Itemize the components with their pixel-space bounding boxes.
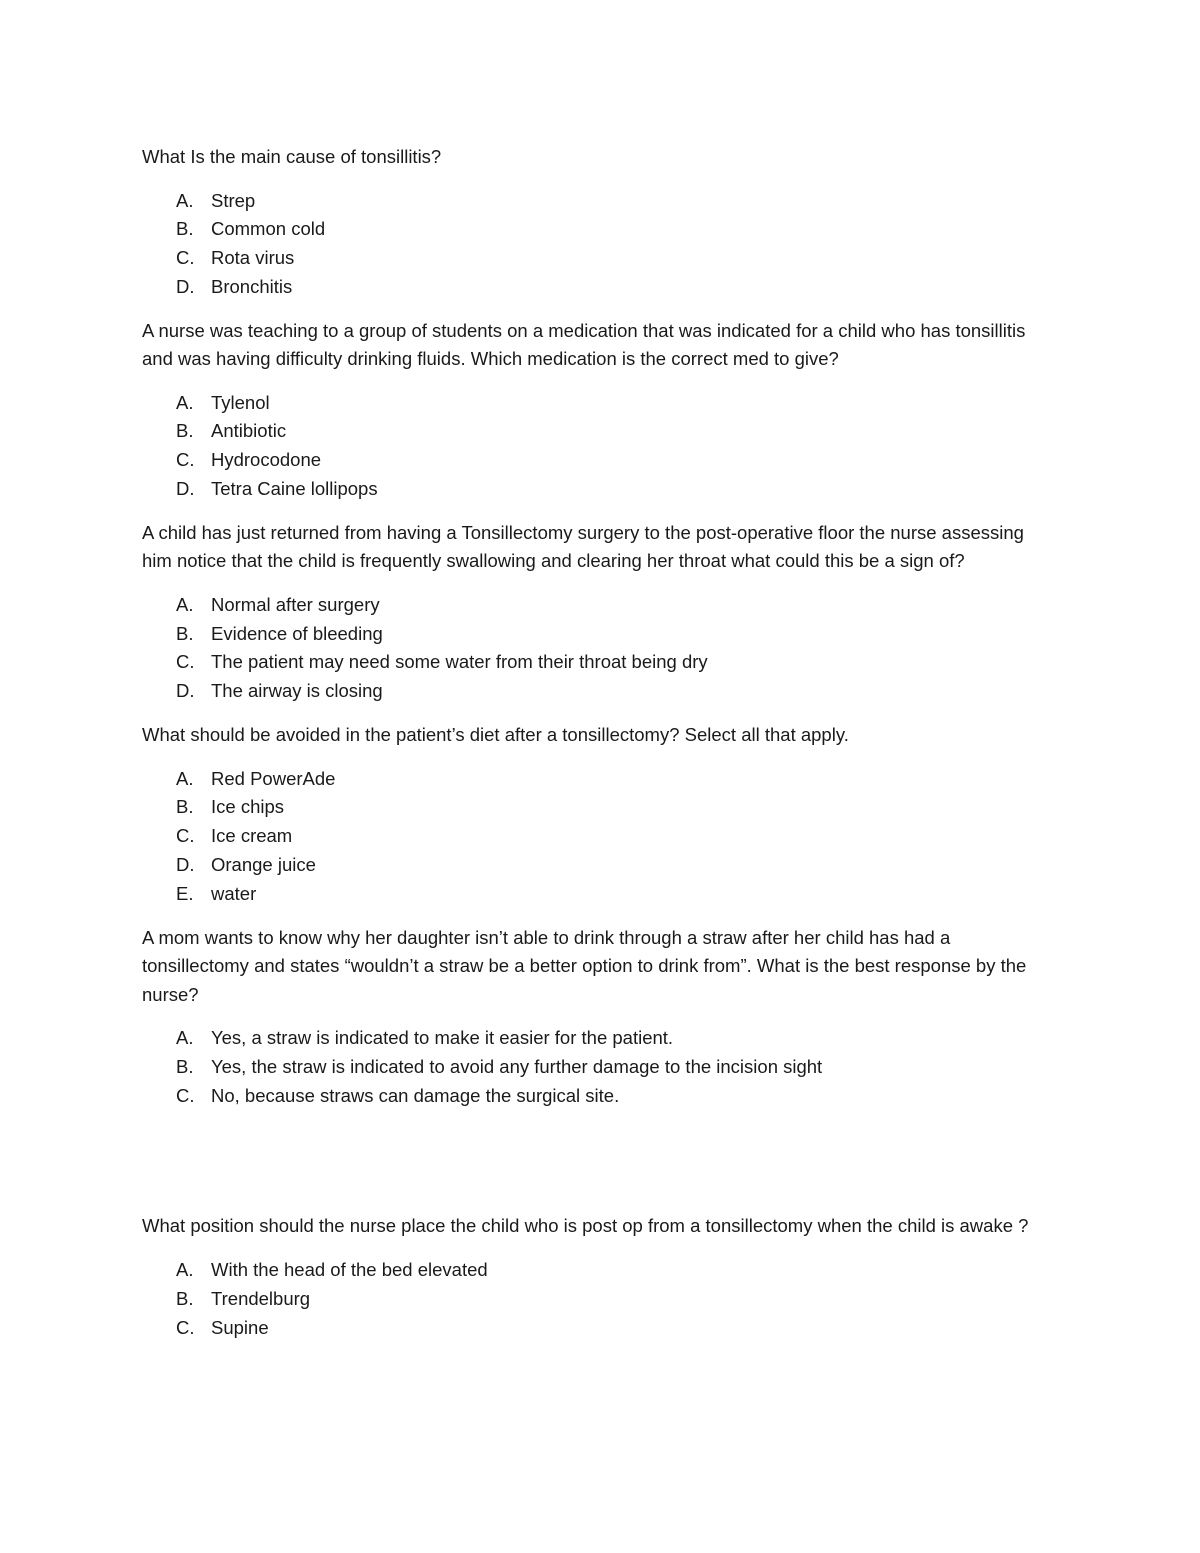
option-item (142, 273, 1052, 302)
option-item (142, 1256, 1052, 1285)
option-letter: C. (176, 449, 195, 471)
question-2-text: A nurse was teaching to a group of students on a medication that was indicated for a child who has tonsillitis and was having difficulty drinking fluids. Which medication is the correct med to give? (142, 319, 1026, 370)
question-6-text: What position should the nurse place the child who is post op from a tonsillectomy when the child is awake ? (142, 1215, 1029, 1237)
option-text: Tylenol (211, 391, 270, 413)
option-item (142, 591, 1052, 620)
question-3-text: A child has just returned from having a Tonsillectomy surgery to the post-operative floor the nurse assessing him notice that the child is frequently swallowing and clearing her throat what could this be a sign of? (142, 521, 1024, 572)
question-3-options (142, 591, 1052, 706)
option-text: Ice chips (211, 796, 285, 818)
question-6-options (142, 1256, 1052, 1342)
question-2-options (142, 389, 1052, 504)
option-letter: C. (176, 1084, 195, 1106)
option-letter: D. (176, 680, 195, 702)
option-text: With the head of the bed elevated (211, 1258, 488, 1280)
option-letter: B. (176, 796, 194, 818)
option-letter: B. (176, 1055, 194, 1077)
option-letter: E. (176, 882, 194, 904)
option-letter: D. (176, 853, 195, 875)
question-1-text: What Is the main cause of tonsillitis? (142, 146, 442, 167)
option-item (142, 793, 1052, 822)
option-text: Yes, the straw is indicated to avoid any further damage to the incision sight (211, 1055, 823, 1077)
option-text: Trendelburg (211, 1287, 311, 1309)
option-text: Orange juice (211, 853, 316, 875)
option-letter: D. (176, 478, 195, 500)
option-letter: A. (176, 593, 194, 615)
option-text: No, because straws can damage the surgical site. (211, 1084, 620, 1106)
option-item (142, 475, 1052, 504)
option-letter: D. (176, 275, 195, 297)
option-item (142, 1082, 1052, 1111)
option-item (142, 417, 1052, 446)
option-text: The patient may need some water from their throat being dry (211, 651, 708, 673)
option-item (142, 620, 1052, 649)
option-item (142, 1285, 1052, 1314)
option-item (142, 851, 1052, 880)
option-text: Evidence of bleeding (211, 622, 383, 644)
option-letter: C. (176, 247, 195, 269)
option-item (142, 389, 1052, 418)
option-text: Tetra Caine lollipops (211, 478, 378, 500)
option-text: Hydrocodone (211, 449, 322, 471)
option-letter: B. (176, 420, 194, 442)
option-item (142, 1024, 1052, 1053)
option-item (142, 244, 1052, 273)
option-item (142, 1053, 1052, 1082)
option-text: Red PowerAde (211, 767, 336, 789)
question-1-options (142, 187, 1052, 302)
option-item (142, 1314, 1052, 1343)
option-item (142, 677, 1052, 706)
option-text: Ice cream (211, 825, 293, 847)
option-letter: A. (176, 1027, 194, 1049)
option-item (142, 822, 1052, 851)
option-text: Common cold (211, 218, 326, 240)
document-content (142, 143, 1052, 1357)
option-item (142, 648, 1052, 677)
option-text: Strep (211, 189, 256, 211)
option-letter: A. (176, 1258, 194, 1280)
option-text: Yes, a straw is indicated to make it easier for the patient. (211, 1027, 674, 1049)
option-letter: B. (176, 622, 194, 644)
question-5-options (142, 1024, 1052, 1110)
option-letter: A. (176, 767, 194, 789)
option-text: Supine (211, 1316, 269, 1338)
option-letter: B. (176, 218, 194, 240)
option-item (142, 446, 1052, 475)
option-item (142, 765, 1052, 794)
blank-space (142, 1125, 1052, 1212)
question-4-text: What should be avoided in the patient’s diet after a tonsillectomy? Select all that apply. (142, 724, 849, 746)
option-letter: B. (176, 1287, 194, 1309)
option-text: The airway is closing (211, 680, 383, 702)
option-text: Antibiotic (211, 420, 287, 442)
option-text: Rota virus (211, 247, 295, 269)
option-letter: C. (176, 1316, 195, 1338)
option-text: Bronchitis (211, 275, 293, 297)
question-4-options (142, 765, 1052, 909)
option-text: water (211, 882, 257, 904)
option-text: Normal after surgery (211, 593, 380, 615)
option-item (142, 880, 1052, 909)
option-letter: A. (176, 189, 194, 211)
option-item (142, 187, 1052, 216)
question-5-text: A mom wants to know why her daughter isn’t able to drink through a straw after her child has had a tonsillectomy and states “wouldn’t a straw be a better option to drink from”. What is the best response by the nurse? (142, 926, 1027, 1005)
option-letter: A. (176, 391, 194, 413)
option-letter: C. (176, 651, 195, 673)
option-letter: C. (176, 825, 195, 847)
option-item (142, 215, 1052, 244)
